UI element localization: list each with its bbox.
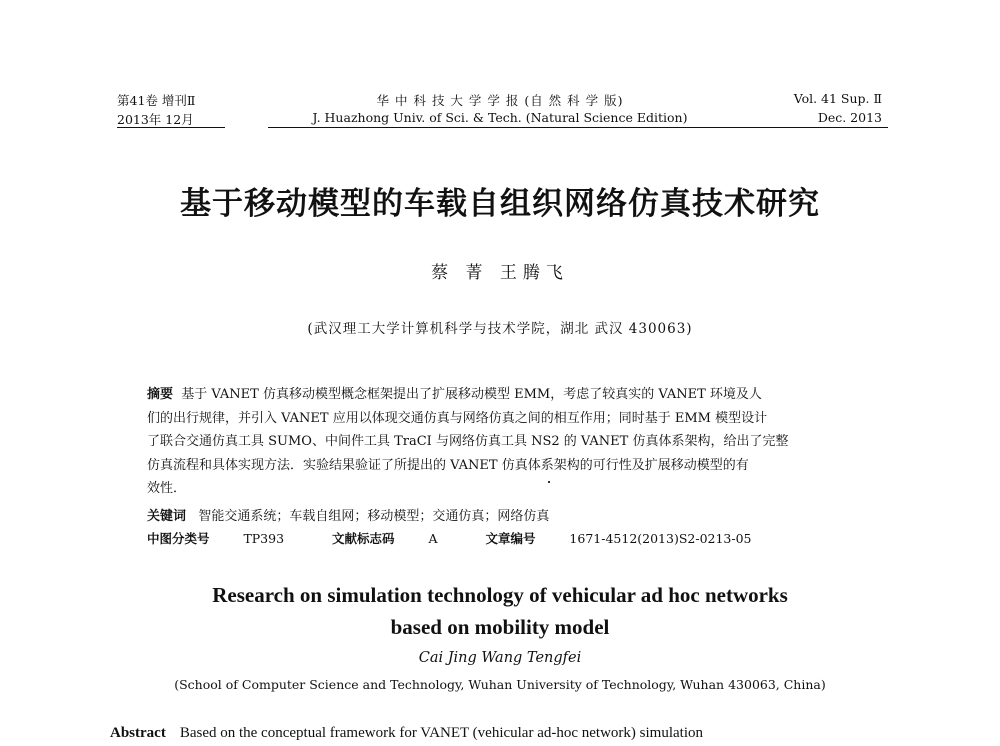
authors-en: Cai Jing Wang Tengfei (418, 650, 582, 666)
article-no-value: 1671-4512(2013)S2-0213-05 (569, 531, 752, 546)
clc-label: 中图分类号 (147, 531, 210, 546)
abstract-cn-line-5: 效性． (147, 481, 187, 497)
affiliation-en: (School of Computer Science and Technology, Wuhan University of Technology, Wuhan 430063, China) (174, 677, 826, 692)
abstract-cn-label: 摘要 (147, 387, 174, 402)
clc-value: TP393 (243, 531, 285, 546)
keywords (147, 505, 549, 524)
abstract-cn-text-1: 基于 VANET 仿真移动模型概念框架提出了扩展移动模型 EMM，考虑了较真实的 VANET 环境及人 (181, 387, 762, 402)
classification-line (147, 529, 796, 547)
authors-cn: 蔡 菁 王腾飞 (431, 263, 569, 283)
doc-code-label: 文献标志码 (332, 531, 395, 546)
abstract-cn-line-2: 们的出行规律，并引入 VANET 应用以体现交通仿真与网络仿真之间的相互作用；同时基于 EMM 模型设计 (147, 410, 768, 426)
abstract-en (110, 725, 703, 742)
header-volume-issue: 第41卷 增刊Ⅱ (117, 93, 196, 108)
abstract-cn-line-1 (147, 383, 867, 407)
journal-name-cn: 华 中 科 技 大 学 学 报 (自 然 科 学 版) (376, 93, 624, 108)
paper-title-en-line2: based on mobility model (390, 615, 610, 639)
header-date-en: Dec. 2013 (817, 110, 882, 125)
paper-title-cn: 基于移动模型的车载自组织网络仿真技术研究 (180, 186, 820, 222)
paper-title-en-line1: Research on simulation technology of vehicular ad hoc networks (212, 583, 788, 607)
affiliation-cn: (武汉理工大学计算机科学与技术学院，湖北 武汉 430063) (307, 321, 693, 337)
header-rule-left (117, 127, 225, 128)
abstract-cn (147, 383, 867, 501)
article-no-label: 文章编号 (485, 531, 536, 546)
scan-speck (548, 481, 550, 483)
abstract-en-text: Based on the conceptual framework for VANET (vehicular ad-hoc network) simulation (179, 725, 704, 741)
keywords-label: 关键词 (147, 509, 187, 524)
abstract-cn-line-3: 了联合交通仿真工具 SUMO、中间件工具 TraCI 与网络仿真工具 NS2 的 VANET 仿真体系架构，给出了完整 (147, 434, 789, 450)
header-rule-main (268, 127, 888, 128)
abstract-cn-line-4: 仿真流程和具体实现方法．实验结果验证了所提出的 VANET 仿真体系架构的可行性及扩展移动模型的有 (147, 457, 749, 473)
journal-name-en: J. Huazhong Univ. of Sci. & Tech. (Natural Science Edition) (312, 110, 688, 125)
doc-code-value: A (428, 531, 438, 546)
header-date-cn: 2013年 12月 (117, 112, 194, 127)
abstract-en-label: Abstract (110, 725, 166, 741)
header-volume-en: Vol. 41 Sup. Ⅱ (793, 91, 882, 106)
keywords-text: 智能交通系统；车载自组网；移动模型；交通仿真；网络仿真 (198, 509, 550, 524)
